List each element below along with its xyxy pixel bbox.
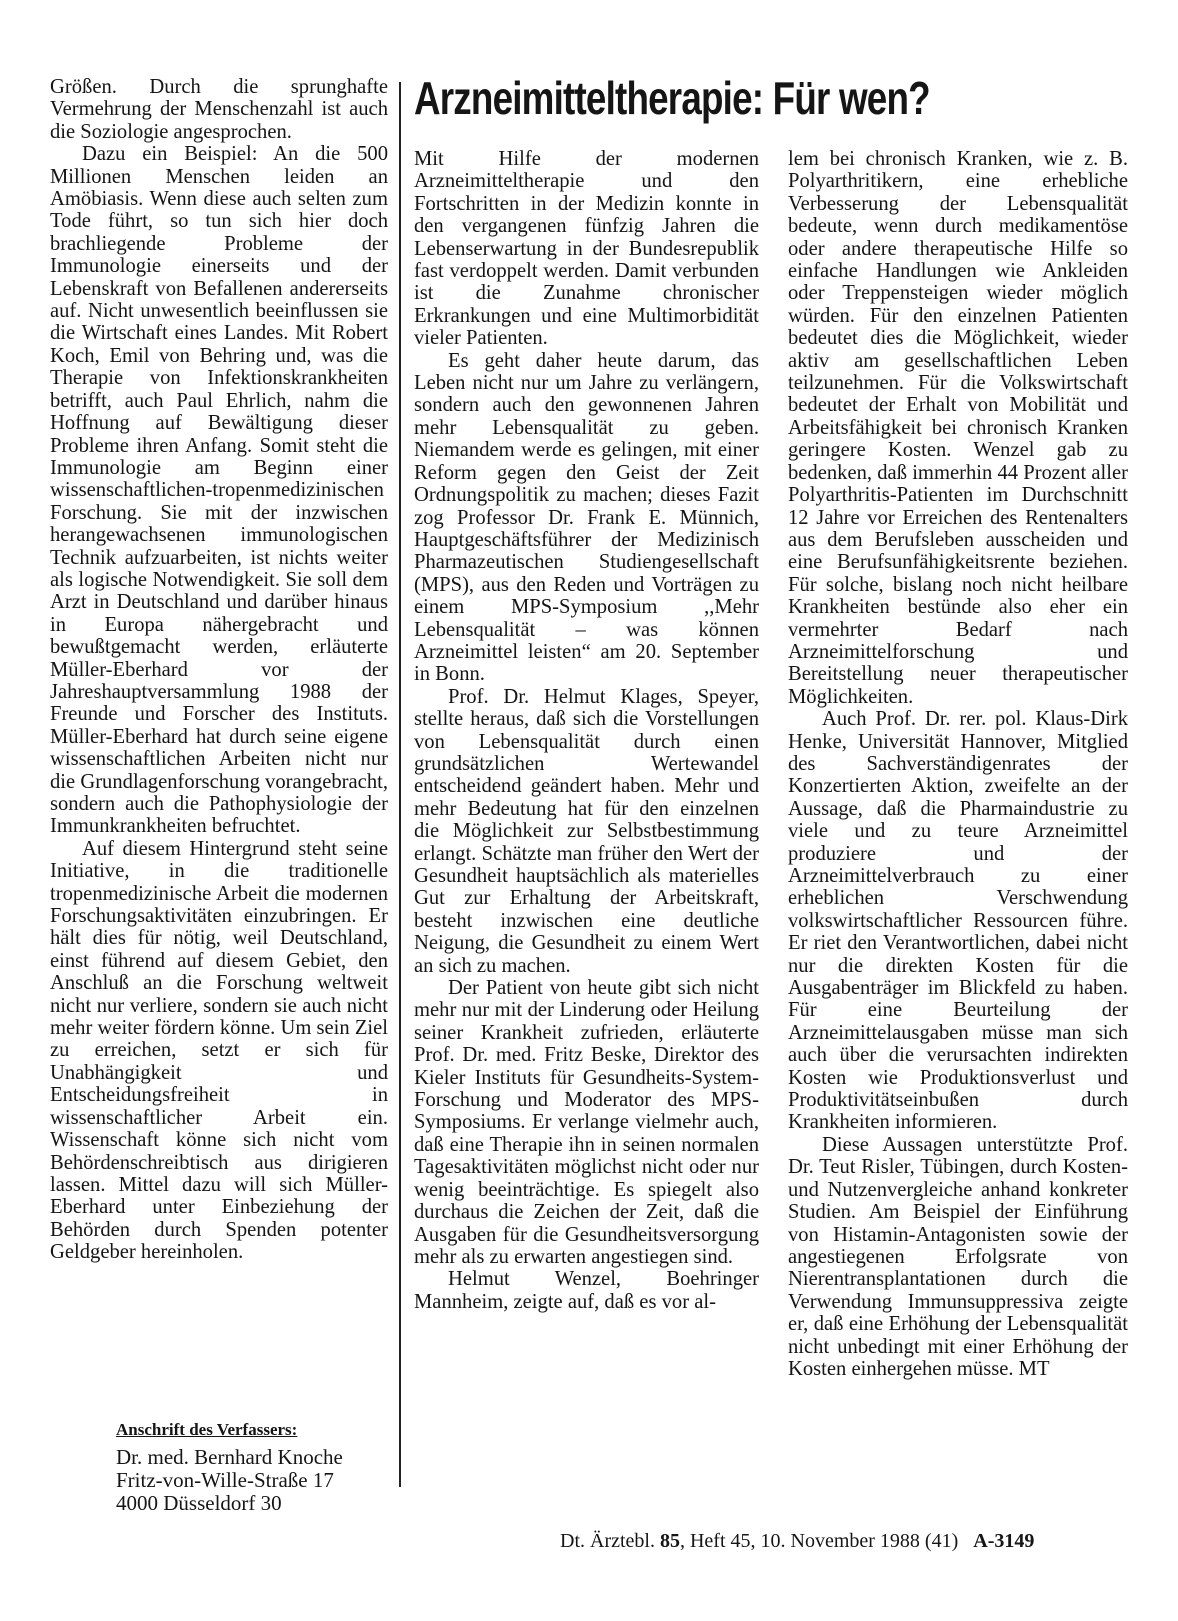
middle-column [414, 148, 759, 1313]
middle-paragraph-2: Es geht daher heute darum, das Leben nicht nur um Jahre zu verlängern, sondern auch den gewonnenen Jahren mehr Lebensqualität zu geben. Niemandem werde es gelingen, mit einer Reform gegen den Geist der Zeit Ordnungspolitik zu machen; dieses Fazit zog Professor Dr. Frank E. Münnich, Hauptgeschäftsführer der Medizinisch Pharmazeutischen Studiengesellschaft (MPS), aus den Reden und Vorträgen zu einem MPS-Symposium ,,Mehr Lebensqualität – was können Arzneimittel leisten“ am 20. September in Bonn. [414, 349, 759, 686]
left-column [50, 76, 388, 1264]
author-address [116, 1420, 388, 1515]
address-line-street: Fritz-von-Wille-Straße 17 [116, 1468, 334, 1492]
footer-volume: 85 [659, 1530, 680, 1552]
page-footer [560, 1529, 1135, 1553]
article-headline: Arzneimitteltherapie: Für wen? [414, 72, 930, 124]
middle-paragraph-4: Der Patient von heute gibt sich nicht mehr nur mit der Linderung oder Heilung seiner Krankheit zufrieden, erläuterte Prof. Dr. med. Fritz Beske, Direktor des Kieler Instituts für Gesundheits-System-Forschung und Moderator des MPS-Symposiums. Er verlange vielmehr auch, daß eine Therapie ihn in seinen normalen Tagesaktivitäten möglichst nicht oder nur wenig beeinträchtige. Es spiegelt also durchaus die Zeichen der Zeit, daß die Ausgaben für die Gesundheitsversorgung mehr als zu erwarten angestiegen sind. [414, 977, 759, 1268]
left-paragraph-2: Dazu ein Beispiel: An die 500 Millionen Menschen leiden an Amöbiasis. Wenn diese auch selten zum Tode führt, so tun sich hier doch brachliegende Probleme der Immunologie einerseits und der Lebenskraft von Befallenen andererseits auf. Nicht unwesentlich beeinflussen sie die Wirtschaft eines Landes. Mit Robert Koch, Emil von Behring und, was die Therapie von Infektionskrankheiten betrifft, auch Paul Ehrlich, nahm die Hoffnung auf Bewältigung dieser Probleme ihren Anfang. Somit steht die Immunologie am Beginn einer wissenschaftlichen-tropenmedizinischen Forschung. Sie mit der inzwischen herangewachsenen immunologischen Technik aufzuarbeiten, ist nichts weiter als logische Notwendigkeit. Sie soll dem Arzt in Deutschland und darüber hinaus in Europa nähergebracht und bewußtgemacht werden, erläuterte Müller-Eberhard vor der Jahreshauptversammlung 1988 der Freunde und Forscher des Instituts. Müller-Eberhard hat durch seine eigene wissenschaftlichen Arbeiten nicht nur die Grundlagenforschung vorangebracht, sondern auch die Pathophysiologie der Immunkrankheiten befruchtet. [50, 143, 388, 838]
footer-page-number: A-3149 [973, 1530, 1035, 1552]
middle-paragraph-5: Helmut Wenzel, Boehringer Mannheim, zeigte auf, daß es vor al- [414, 1268, 759, 1313]
right-paragraph-2: Auch Prof. Dr. rer. pol. Klaus-Dirk Henke, Universität Hannover, Mitglied des Sachverständigenrates der Konzertierten Aktion, zweifelte an der Aussage, daß die Pharmaindustrie zu viele und zu teure Arzneimittel produziere und der Arzneimittelverbrauch zu einer erheblichen Verschwendung volkswirtschaftlicher Ressourcen führe. Er riet den Verantwortlichen, dabei nicht nur die direkten Kosten für die Ausgabenträger im Blickfeld zu haben. Für eine Beurteilung der Arzneimittelausgaben müsse man sich auch über die verursachten indirekten Kosten wie Produktionsverlust und Produktivitätseinbußen durch Krankheiten informieren. [788, 708, 1128, 1134]
footer-journal: Dt. Ärztebl. [560, 1530, 655, 1552]
footer-issue-date: , Heft 45, 10. November 1988 (41) [679, 1530, 959, 1552]
right-paragraph-1: lem bei chronisch Kranken, wie z. B. Polyarthritikern, eine erhebliche Verbesserung der Lebensqualität bedeute, wenn durch medikamentöse oder andere therapeutische Hilfe so einfache Handlungen wie Ankleiden oder Treppensteigen wieder möglich würden. Für den einzelnen Patienten bedeutet dies die Möglichkeit, wieder aktiv am gesellschaftlichen Leben teilzunehmen. Für die Volkswirtschaft bedeutet der Erhalt von Mobilität und Arbeitsfähigkeit bei chronisch Kranken geringere Kosten. Wenzel gab zu bedenken, daß immerhin 44 Prozent aller Polyarthritis-Patienten im Durchschnitt 12 Jahre vor Erreichen des Rentenalters aus dem Berufsleben ausscheiden und eine Berufsunfähigkeitsrente beziehen. Für solche, bislang noch nicht heilbare Krankheiten bestünde also eher ein vermehrter Bedarf nach Arzneimittelforschung und Bereitstellung neuer therapeutischer Möglichkeiten. [788, 148, 1128, 708]
right-column [788, 148, 1128, 1380]
left-paragraph-1: Größen. Durch die sprunghafte Vermehrung der Menschenzahl ist auch die Soziologie angesprochen. [50, 76, 388, 143]
middle-paragraph-3: Prof. Dr. Helmut Klages, Speyer, stellte heraus, daß sich die Vorstellungen von Lebensqualität durch einen grundsätzlichen Wertewandel entscheidend geändert haben. Mehr und mehr Bedeutung hat für den einzelnen die Möglichkeit zur Selbstbestimmung erlangt. Schätzte man früher den Wert der Gesundheit hauptsächlich als materielles Gut zur Erhaltung der Arbeitskraft, besteht inzwischen eine deutliche Neigung, die Gesundheit zu einem Wert an sich zu machen. [414, 685, 759, 977]
address-heading: Anschrift des Verfassers: [116, 1420, 298, 1439]
address-line-city: 4000 Düsseldorf 30 [116, 1491, 282, 1515]
middle-paragraph-1: Mit Hilfe der modernen Arzneimitteltherapie und den Fortschritten in der Medizin konnte in den vergangenen fünfzig Jahren die Lebenserwartung in der Bundesrepublik fast verdoppelt werden. Damit verbunden ist die Zunahme chronischer Erkrankungen und eine Multimorbidität vieler Patienten. [414, 148, 759, 350]
right-paragraph-3: Diese Aussagen unterstützte Prof. Dr. Teut Risler, Tübingen, durch Kosten- und Nutzenvergleiche anhand konkreter Studien. Am Beispiel der Einführung von Histamin-Antagonisten sowie der angestiegenen Erfolgsrate von Nierentransplantationen durch die Verwendung Immunsuppressiva zeigte er, daß eine Erhöhung der Lebensqualität nicht unbedingt mit einer Erhöhung der Kosten einhergehen müsse. MT [788, 1133, 1128, 1380]
column-divider [399, 82, 401, 1487]
left-paragraph-3: Auf diesem Hintergrund steht seine Initiative, in die traditionelle tropenmedizinische Arbeit die modernen Forschungsaktivitäten einzubringen. Er hält dies für nötig, weil Deutschland, einst führend auf diesem Gebiet, den Anschluß an die Forschung weltweit nicht nur verliere, sondern sie auch nicht mehr weiter fördern könne. Um sein Ziel zu erreichen, setzt er sich für Unabhängigkeit und Entscheidungsfreiheit in wissenschaftlicher Arbeit ein. Wissenschaft könne sich nicht vom Behördenschreibtisch aus dirigieren lassen. Mittel dazu will sich Müller-Eberhard unter Einbeziehung der Behörden durch Spenden potenter Geldgeber hereinholen. [50, 837, 388, 1264]
address-line-name: Dr. med. Bernhard Knoche [116, 1445, 343, 1469]
